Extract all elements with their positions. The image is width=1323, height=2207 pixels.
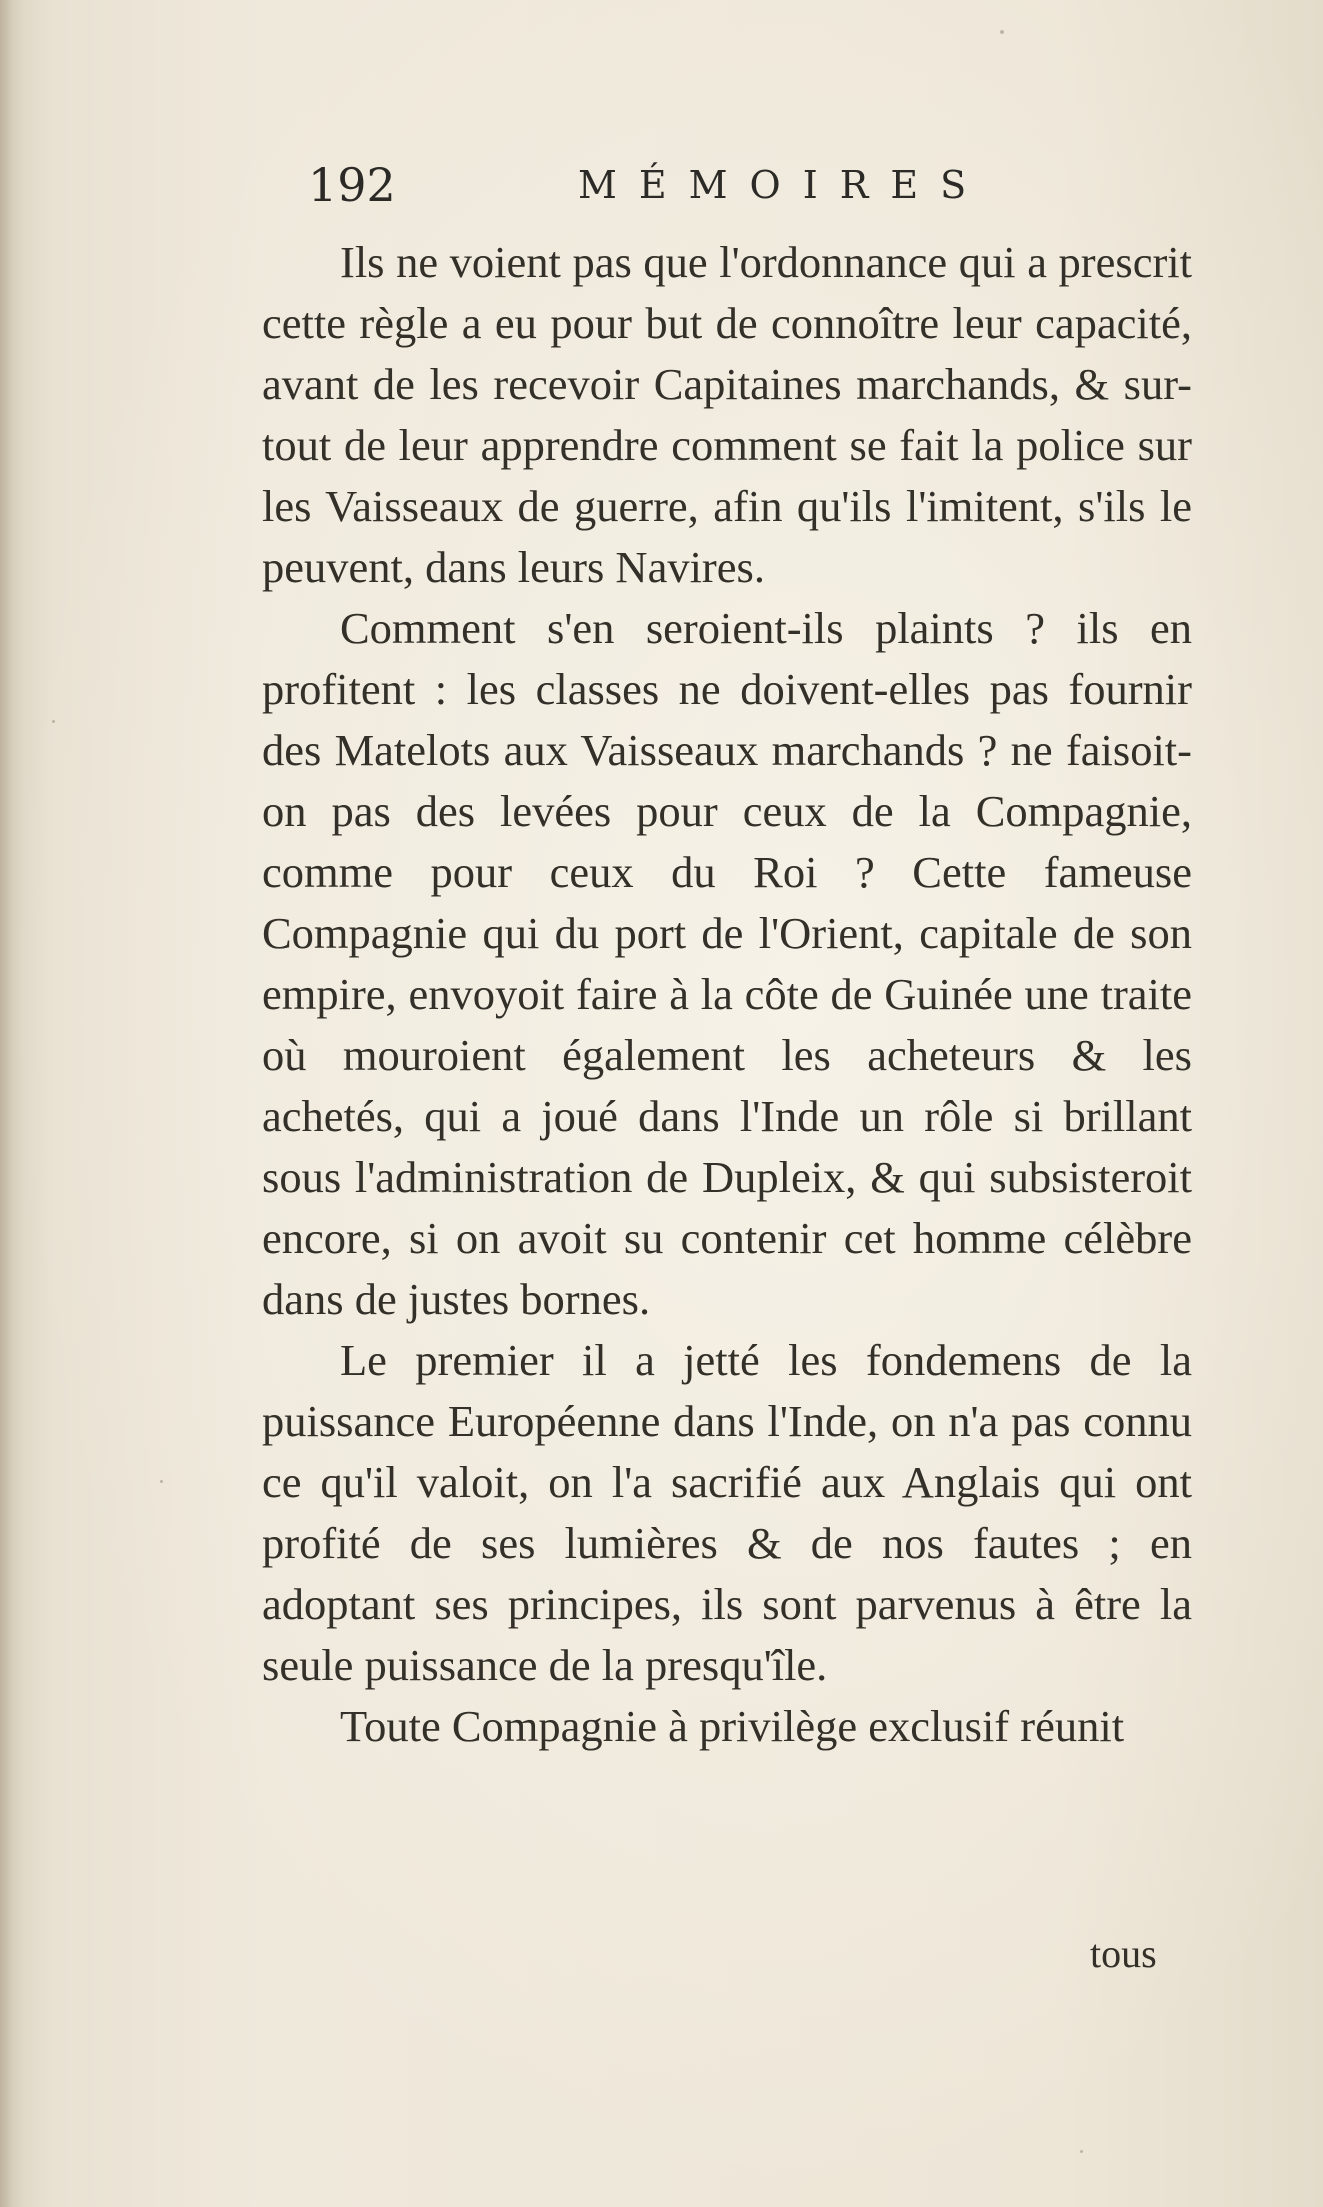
paper-speck xyxy=(1000,30,1004,34)
page-gutter-shadow xyxy=(0,0,22,2207)
paragraph: Toute Compagnie à privilège exclusif réunit xyxy=(340,1701,1125,1751)
paragraph: Comment s'en seroient-ils plaints ? ils en profitent : les classes ne doivent-elles pas fournir des Matelots aux Vaisseaux marchands ? ne faisoit-on pas des levées pour ceux de la Compagnie, comme pour ceux du Roi ? Cette fameuse Compagnie qui du port de l'Orient, capitale de son empire, envoyoit faire à la côte de Guinée une traite où mouroient également les acheteurs & les achetés, qui a joué dans l'Inde un rôle si brillant sous l'administration de Dupleix, & qui subsisteroit encore, si on avoit su contenir cet homme célèbre dans de justes bornes. xyxy=(262,603,1192,1324)
paper-speck xyxy=(160,1480,163,1483)
page-header xyxy=(308,150,1028,220)
running-head: MÉMOIRES xyxy=(578,163,989,207)
catchword: tous xyxy=(1090,1931,1157,1976)
paragraph: Ils ne voient pas que l'ordonnance qui a prescrit cette règle a eu pour but de connoître leur capacité, avant de les recevoir Capitaines marchands, & sur-tout de leur apprendre comment se fait la police sur les Vaisseaux de guerre, afin qu'ils l'imitent, s'ils le peuvent, dans leurs Navires. xyxy=(262,237,1192,592)
paper-speck xyxy=(52,720,55,723)
paragraph: Le premier il a jetté les fondemens de la puissance Européenne dans l'Inde, on n'a pas connu ce qu'il valoit, on l'a sacrifié aux Anglais qui ont profité de ses lumières & de nos fautes ; en adoptant ses principes, ils sont parvenus à être la seule puissance de la presqu'île. xyxy=(262,1335,1192,1690)
paper-speck xyxy=(1080,2150,1083,2153)
page-number: 192 xyxy=(308,158,396,212)
body-text xyxy=(262,232,1192,1757)
